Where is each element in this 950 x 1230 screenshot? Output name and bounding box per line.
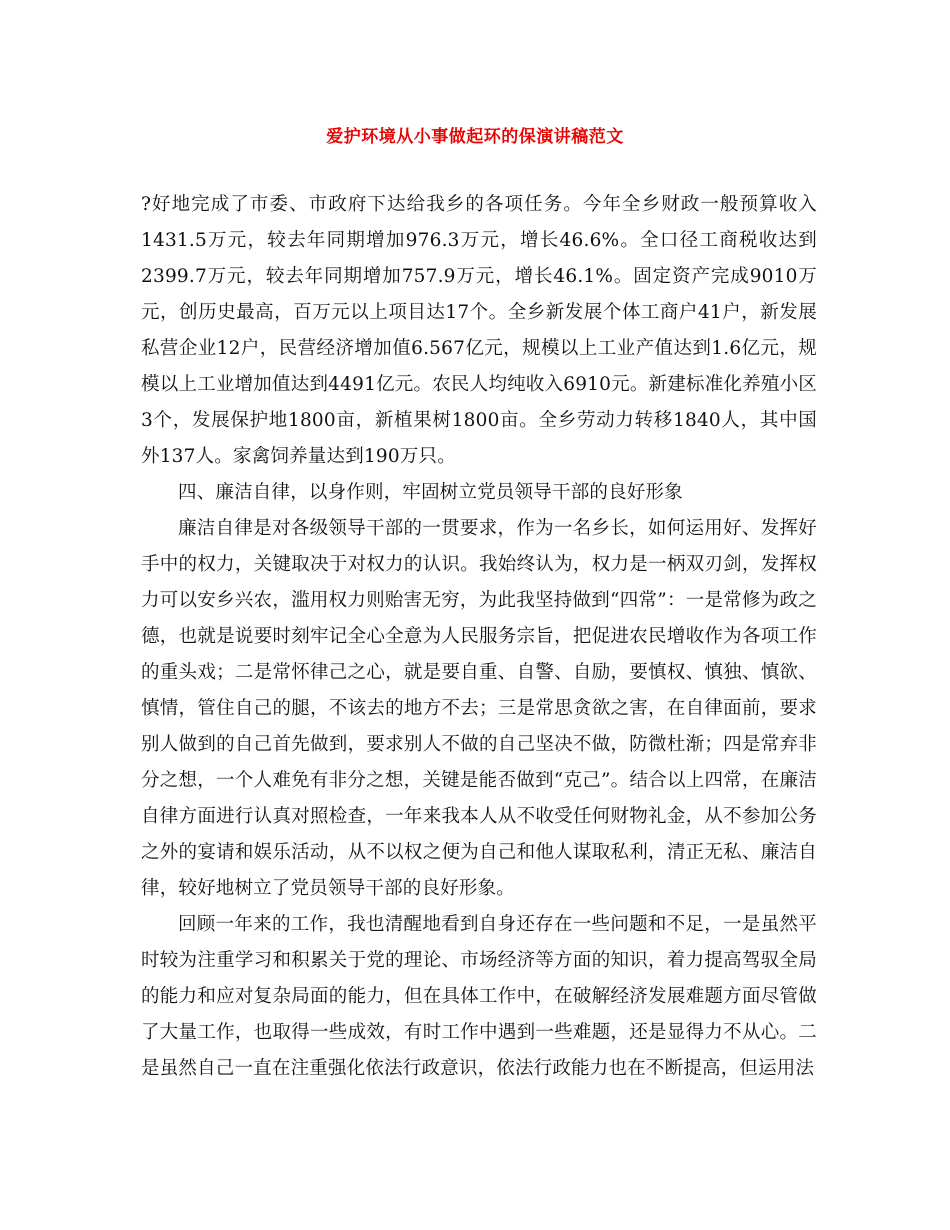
section-heading-4: 四、廉洁自律，以身作则，牢固树立党员领导干部的良好形象	[178, 482, 683, 503]
document-body	[141, 187, 817, 1087]
document-title: 爱护环境从小事做起环的保演讲稿范文	[326, 127, 624, 147]
body-paragraph-1: ?好地完成了市委、市政府下达给我乡的各项任务。今年全乡财政一般预算收入1431.5万元，较去年同期增加976.3万元，增长46.6%。全口径工商税收达到2399.7万元，较去年同期增加757.9万元，增长46.1%。固定资产完成9010万元，创历史最高，百万元以上项目达17个。全乡新发展个体工商户41户，新发展私营企业12户，民营经济增加值6.567亿元，规模以上工业产值达到1.6亿元，规模以上工业增加值达到4491亿元。农民人均纯收入6910元。新建标准化养殖小区3个，发展保护地1800亩，新植果树1800亩。全乡劳动力转移1840人，其中国外137人。家禽饲养量达到190万只。	[141, 194, 817, 467]
body-paragraph-4: 回顾一年来的工作，我也清醒地看到自身还存在一些问题和不足，一是虽然平时较为注重学习和积累关于党的理论、市场经济等方面的知识，着力提高驾驭全局的能力和应对复杂局面的能力，但在具体工作中，在破解经济发展难题方面尽管做了大量工作，也取得一些成效，有时工作中遇到一些难题，还是显得力不从心。二是虽然自己一直在注重强化依法行政意识，依法行政能力也在不断提高，但运用法	[141, 914, 817, 1079]
body-paragraph-3: 廉洁自律是对各级领导干部的一贯要求，作为一名乡长，如何运用好、发挥好手中的权力，关键取决于对权力的认识。我始终认为，权力是一柄双刃剑，发挥权力可以安乡兴农，滥用权力则贻害无穷，为此我坚持做到“四常”：一是常修为政之德，也就是说要时刻牢记全心全意为人民服务宗旨，把促进农民增收作为各项工作的重头戏；二是常怀律己之心，就是要自重、自警、自励，要慎权、慎独、慎欲、慎情，管住自己的腿，不该去的地方不去；三是常思贪欲之害，在自律面前，要求别人做到的自己首先做到，要求别人不做的自己坚决不做，防微杜渐；四是常弃非分之想，一个人难免有非分之想，关键是能否做到“克己”。结合以上四常，在廉洁自律方面进行认真对照检查，一年来我本人从不收受任何财物礼金，从不参加公务之外的宴请和娱乐活动，从不以权之便为自己和他人谋取私利，清正无私、廉洁自律，较好地树立了党员领导干部的良好形象。	[141, 518, 817, 899]
